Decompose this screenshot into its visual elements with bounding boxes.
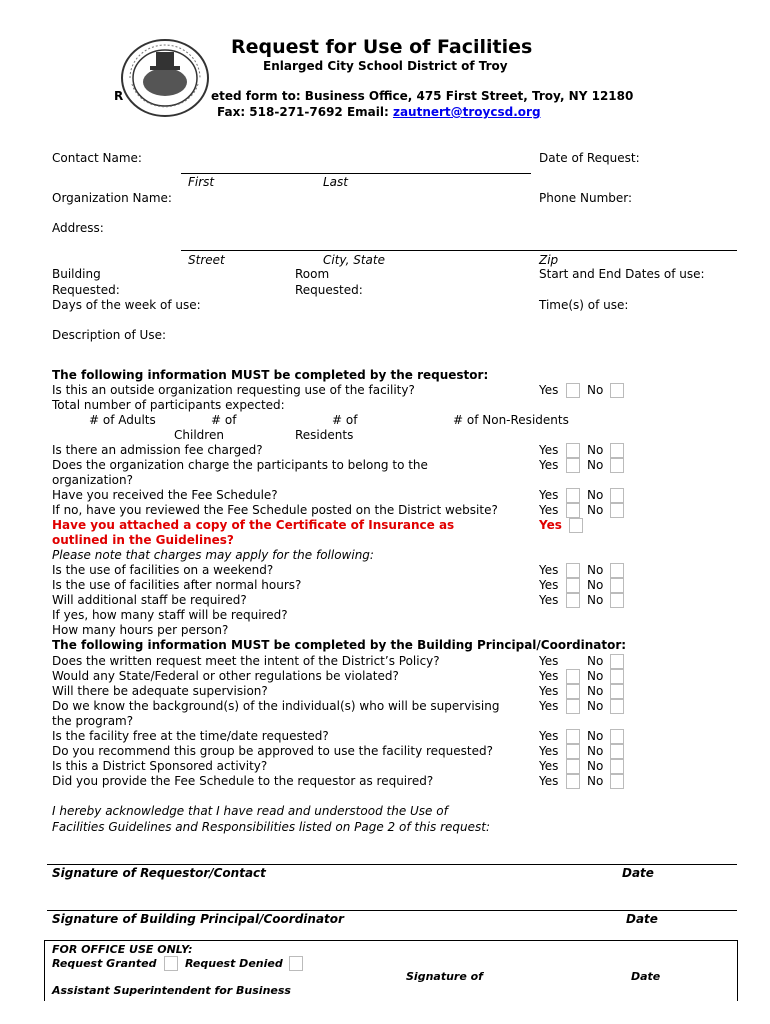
last-name-hint: Last	[323, 175, 348, 189]
room-label-2: Requested:	[295, 283, 363, 297]
acknowledge-line-1: I hereby acknowledge that I have read and understood the Use of	[52, 804, 448, 818]
date-of-request-label: Date of Request:	[539, 151, 640, 165]
no-label: No	[587, 699, 604, 713]
non-residents-label: # of Non-Residents	[453, 413, 569, 427]
checkbox-weekend-yes[interactable]	[566, 563, 580, 578]
checkbox-fee-schedule-no[interactable]	[610, 488, 624, 503]
principal-heading: The following information MUST be completed by the Building Principal/Coordinator:	[52, 638, 627, 652]
no-label: No	[587, 759, 604, 773]
room-label-1: Room	[295, 267, 330, 281]
principal-signature-label: Signature of Building Principal/Coordinator	[52, 912, 344, 926]
checkbox-charge-yes[interactable]	[566, 458, 580, 473]
charges-note: Please note that charges may apply for the following:	[52, 548, 374, 562]
q-participants: Total number of participants expected:	[52, 398, 285, 412]
q-supervision: Will there be adequate supervision?	[52, 684, 268, 698]
checkbox-staff-no[interactable]	[610, 593, 624, 608]
q-regulations: Would any State/Federal or other regulations be violated?	[52, 669, 399, 683]
building-label-2: Requested:	[52, 283, 120, 297]
checkbox-background-no[interactable]	[610, 699, 624, 714]
request-granted-label: Request Granted	[52, 957, 157, 970]
q-admission: Is there an admission fee charged?	[52, 443, 263, 457]
checkbox-sponsored-no[interactable]	[610, 759, 624, 774]
q-how-many-staff: If yes, how many staff will be required?	[52, 608, 288, 622]
yes-label: Yes	[539, 383, 559, 397]
no-label: No	[587, 443, 604, 457]
checkbox-recommend-yes[interactable]	[566, 744, 580, 759]
q-charge-2: organization?	[52, 473, 133, 487]
checkbox-after-hours-no[interactable]	[610, 578, 624, 593]
first-name-hint: First	[188, 175, 215, 189]
no-label: No	[587, 578, 604, 592]
district-name: Enlarged City School District of Troy	[263, 59, 508, 73]
principal-signature-line[interactable]	[47, 910, 737, 911]
assistant-superintendent-label: Assistant Superintendent for Business	[52, 984, 291, 997]
yes-label: Yes	[539, 578, 559, 592]
principal-date-label: Date	[626, 912, 658, 926]
no-label: No	[587, 774, 604, 788]
checkbox-supervision-yes[interactable]	[566, 684, 580, 699]
checkbox-provided-yes[interactable]	[566, 774, 580, 789]
city-state-hint: City, State	[323, 253, 385, 267]
no-label: No	[587, 684, 604, 698]
return-address: eted form to: Business Office, 475 First Street, Troy, NY 12180	[211, 89, 634, 103]
office-signature-label: Signature of	[406, 970, 483, 983]
checkbox-regulations-yes[interactable]	[566, 669, 580, 684]
q-staff: Will additional staff be required?	[52, 593, 247, 607]
days-of-week-label: Days of the week of use:	[52, 298, 201, 312]
q-fee-schedule: Have you received the Fee Schedule?	[52, 488, 278, 502]
address-label: Address:	[52, 221, 104, 235]
request-denied-label: Request Denied	[185, 957, 283, 970]
yes-label: Yes	[539, 593, 559, 607]
acknowledge-line-2: Facilities Guidelines and Responsibilities listed on Page 2 of this request:	[52, 820, 490, 834]
q-recommend: Do you recommend this group be approved to use the facility requested?	[52, 744, 493, 758]
no-label: No	[587, 744, 604, 758]
residents-label-1: # of	[332, 413, 358, 427]
yes-label: Yes	[539, 458, 559, 472]
times-of-use-label: Time(s) of use:	[539, 298, 629, 312]
checkbox-fee-schedule-yes[interactable]	[566, 488, 580, 503]
checkbox-free-no[interactable]	[610, 729, 624, 744]
no-label: No	[587, 488, 604, 502]
q-sponsored: Is this a District Sponsored activity?	[52, 759, 268, 773]
no-label: No	[587, 563, 604, 577]
yes-label: Yes	[539, 503, 559, 517]
zip-hint: Zip	[539, 253, 559, 267]
email-link[interactable]: zautnert@troycsd.org	[392, 105, 541, 119]
q-facility-free: Is the facility free at the time/date requested?	[52, 729, 329, 743]
requestor-heading: The following information MUST be completed by the requestor:	[52, 368, 489, 382]
no-label: No	[587, 503, 604, 517]
checkbox-request-denied[interactable]	[289, 956, 303, 971]
yes-label: Yes	[539, 669, 559, 683]
children-label-2: Children	[174, 428, 224, 442]
contact-fax-email	[217, 105, 541, 120]
checkbox-charge-no[interactable]	[610, 458, 624, 473]
organization-name-label: Organization Name:	[52, 191, 172, 205]
yes-label: Yes	[539, 563, 559, 577]
page-title: Request for Use of Facilities	[231, 36, 533, 58]
checkbox-regulations-no[interactable]	[610, 669, 624, 684]
checkbox-intent-no[interactable]	[610, 654, 624, 669]
yes-label: Yes	[539, 518, 562, 532]
requestor-signature-label: Signature of Requestor/Contact	[52, 866, 266, 880]
district-seal-icon	[120, 38, 210, 118]
adults-label: # of Adults	[89, 413, 156, 427]
q-after-hours: Is the use of facilities after normal hours?	[52, 578, 302, 592]
return-prefix: R	[114, 89, 124, 103]
checkbox-reviewed-no[interactable]	[610, 503, 624, 518]
q-charge-1: Does the organization charge the participants to belong to the	[52, 458, 428, 472]
q-outside-org: Is this an outside organization requesting use of the facility?	[52, 383, 415, 397]
phone-number-label: Phone Number:	[539, 191, 633, 205]
q-insurance-1: Have you attached a copy of the Certificate of Insurance as	[52, 518, 455, 532]
no-label: No	[587, 383, 604, 397]
checkbox-free-yes[interactable]	[566, 729, 580, 744]
checkbox-admission-no[interactable]	[610, 443, 624, 458]
children-label-1: # of	[211, 413, 237, 427]
start-end-dates-label: Start and End Dates of use:	[539, 267, 705, 281]
requestor-date-label: Date	[622, 866, 654, 880]
checkbox-outside-org-no[interactable]	[610, 383, 624, 398]
contact-name-label: Contact Name:	[52, 151, 142, 165]
address-line[interactable]	[181, 250, 737, 251]
no-label: No	[587, 593, 604, 607]
q-background-2: the program?	[52, 714, 134, 728]
checkbox-background-yes[interactable]	[566, 699, 580, 714]
yes-label: Yes	[539, 729, 559, 743]
yes-label: Yes	[539, 443, 559, 457]
q-reviewed: If no, have you reviewed the Fee Schedule posted on the District website?	[52, 503, 498, 517]
no-label: No	[587, 654, 604, 668]
yes-label: Yes	[539, 684, 559, 698]
checkbox-insurance-yes[interactable]	[569, 518, 583, 533]
no-label: No	[587, 669, 604, 683]
fax-label: Fax: 518-271-7692 Email:	[217, 105, 393, 119]
q-provided: Did you provide the Fee Schedule to the requestor as required?	[52, 774, 434, 788]
checkbox-after-hours-yes[interactable]	[566, 578, 580, 593]
contact-name-line[interactable]	[181, 173, 531, 174]
yes-label: Yes	[539, 699, 559, 713]
q-hours-per-person: How many hours per person?	[52, 623, 229, 637]
q-weekend: Is the use of facilities on a weekend?	[52, 563, 274, 577]
requestor-signature-line[interactable]	[47, 864, 737, 865]
checkbox-reviewed-yes[interactable]	[566, 503, 580, 518]
q-insurance-2: outlined in the Guidelines?	[52, 533, 234, 547]
yes-label: Yes	[539, 654, 559, 668]
no-label: No	[587, 729, 604, 743]
office-use-heading: FOR OFFICE USE ONLY:	[52, 943, 193, 956]
checkbox-request-granted[interactable]	[164, 956, 178, 971]
checkbox-admission-yes[interactable]	[566, 443, 580, 458]
q-background-1: Do we know the background(s) of the individual(s) who will be supervising	[52, 699, 500, 713]
yes-label: Yes	[539, 488, 559, 502]
yes-label: Yes	[539, 744, 559, 758]
yes-label: Yes	[539, 759, 559, 773]
checkbox-staff-yes[interactable]	[566, 593, 580, 608]
street-hint: Street	[188, 253, 225, 267]
checkbox-weekend-no[interactable]	[610, 563, 624, 578]
checkbox-recommend-no[interactable]	[610, 744, 624, 759]
checkbox-sponsored-yes[interactable]	[566, 759, 580, 774]
office-date-label: Date	[631, 970, 661, 983]
building-label-1: Building	[52, 267, 101, 281]
checkbox-supervision-no[interactable]	[610, 684, 624, 699]
checkbox-provided-no[interactable]	[610, 774, 624, 789]
yes-label: Yes	[539, 774, 559, 788]
q-intent: Does the written request meet the intent of the District’s Policy?	[52, 654, 440, 668]
description-of-use-label: Description of Use:	[52, 328, 166, 342]
checkbox-outside-org-yes[interactable]	[566, 383, 580, 398]
no-label: No	[587, 458, 604, 472]
residents-label-2: Residents	[295, 428, 354, 442]
